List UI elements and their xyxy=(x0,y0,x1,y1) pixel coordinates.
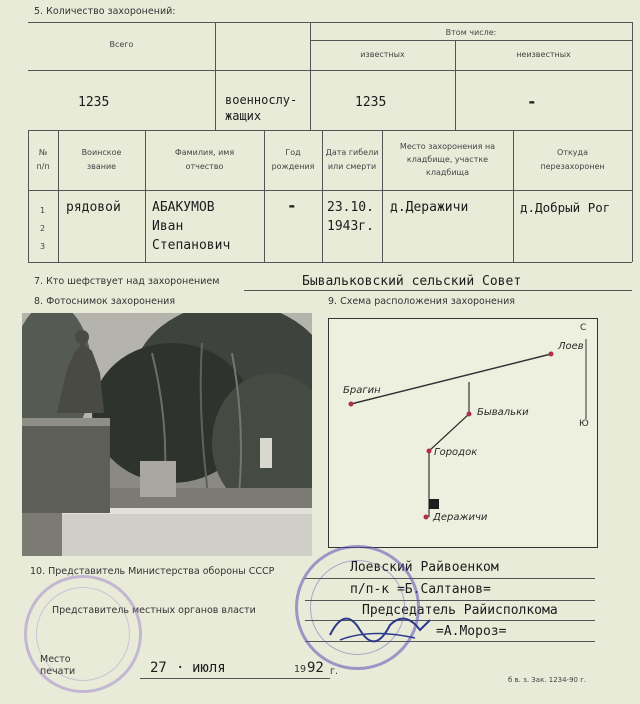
table-bottom-border xyxy=(28,262,632,263)
person-rank: рядовой xyxy=(66,200,121,215)
patron-underline xyxy=(244,290,632,291)
col-known-header: известных xyxy=(360,50,405,59)
table-divider xyxy=(28,130,632,131)
header-rank: Воинское звание xyxy=(81,148,122,171)
local-rep-line2: =А.Мороз= xyxy=(436,624,507,639)
col-unknown-header: неизвестных xyxy=(516,50,571,59)
date-year-unit: г. xyxy=(330,666,339,677)
section8-label: 8. Фотоснимок захоронения xyxy=(34,296,176,307)
scheme-label-bragin: Брагин xyxy=(343,385,381,396)
local-rep-line1: Председатель Райисполкома xyxy=(362,603,558,618)
mo-rep-line1: Лоевский Райвоенком xyxy=(350,560,499,575)
section9-label: 9. Схема расположения захоронения xyxy=(328,296,516,307)
military-label: военнослу- жащих xyxy=(225,93,298,123)
row-number-1: 1 xyxy=(40,206,46,215)
header-name: Фамилия, имя отчество xyxy=(174,148,235,171)
patron-value: Бывальковский сельский Совет xyxy=(302,274,522,289)
header-from: Откуда перезахоронен xyxy=(540,148,605,171)
burial-photo-image xyxy=(22,313,312,556)
col-including-header: Втом числе: xyxy=(445,28,497,37)
scheme-label-derazhichi: Деражичи xyxy=(433,512,488,523)
scheme-south-label: Ю xyxy=(579,419,589,429)
burial-photo xyxy=(22,313,312,556)
section10-label: 10. Представитель Министерства обороны СССР xyxy=(30,566,275,577)
table-divider xyxy=(632,22,633,262)
scheme-label-loev: Лоев xyxy=(558,341,584,352)
table-divider xyxy=(310,22,311,130)
mo-rep-line2: п/п-к =Б.Салтанов= xyxy=(350,582,491,597)
row-number-2: 2 xyxy=(40,224,46,233)
person-death-day: 23.10. xyxy=(327,200,374,215)
table-divider xyxy=(28,190,632,191)
person-burial-place: д.Деражичи xyxy=(390,200,469,215)
scheme-north-label: С xyxy=(580,323,587,333)
section5-title: 5. Количество захоронений: xyxy=(34,6,176,17)
scheme-label-byvalki: Бывальки xyxy=(477,407,529,418)
row-number-3: 3 xyxy=(40,242,46,251)
unknown-value: - xyxy=(527,92,537,111)
person-birth: - xyxy=(287,196,297,215)
table-divider xyxy=(215,22,216,130)
person-first-name: Иван xyxy=(152,219,184,234)
date-separator: · xyxy=(176,660,185,676)
person-reburied-from: д.Добрый Рог xyxy=(520,200,611,215)
table-top-border xyxy=(28,22,632,23)
date-year-suffix: 92 xyxy=(307,660,324,676)
header-death: Дата гибели или смерти xyxy=(325,148,379,171)
burial-scheme xyxy=(328,318,598,548)
date-underline xyxy=(140,678,330,679)
date-month: июля xyxy=(192,660,226,676)
date-day: 27 xyxy=(150,660,167,676)
section7-label: 7. Кто шефствует над захоронением xyxy=(34,276,220,287)
header-birth: Год рождения xyxy=(271,148,315,171)
person-patronymic: Степанович xyxy=(152,238,231,253)
table-divider xyxy=(28,70,632,71)
seal-place-label: Место печати xyxy=(40,654,76,677)
signature-scribble xyxy=(325,600,435,650)
print-note: б в. з. Зак. 1234-90 г. xyxy=(508,676,587,684)
date-year-prefix: 19 xyxy=(294,664,307,675)
person-surname: АБАКУМОВ xyxy=(152,200,215,215)
person-death-year: 1943г. xyxy=(327,219,374,234)
scheme-label-gorodok: Городок xyxy=(434,447,478,458)
header-num: № п/п xyxy=(36,148,50,171)
header-place: Место захоронения на кладбище, участке кладбища xyxy=(399,142,496,177)
col-total-header: Всего xyxy=(109,40,134,49)
local-rep-label: Представитель местных органов власти xyxy=(52,605,256,616)
table-divider xyxy=(310,40,632,41)
known-value: 1235 xyxy=(355,95,387,110)
total-value: 1235 xyxy=(78,95,110,110)
